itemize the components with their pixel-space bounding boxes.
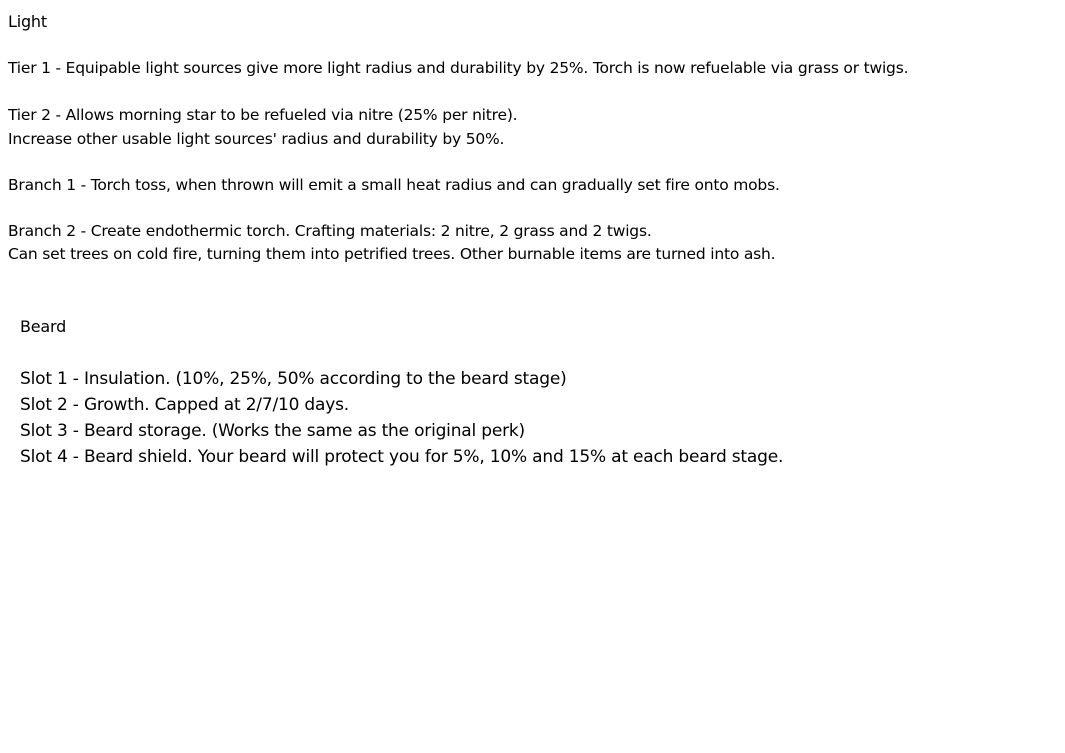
light-tier-1: Tier 1 - Equipable light sources give more light radius and durability by 25%. Torch is now refuelable via grass or twigs. (8, 59, 909, 77)
beard-slot-2: Slot 2 - Growth. Capped at 2/7/10 days. (20, 395, 349, 415)
light-tier-2-line-2: Increase other usable light sources' radius and durability by 50%. (8, 130, 505, 148)
light-heading: Light (8, 12, 47, 31)
light-branch-1: Branch 1 - Torch toss, when thrown will emit a small heat radius and can gradually set fire onto mobs. (8, 176, 780, 194)
beard-slot-1: Slot 1 - Insulation. (10%, 25%, 50% according to the beard stage) (20, 369, 567, 389)
light-branch-2-line-1: Branch 2 - Create endothermic torch. Crafting materials: 2 nitre, 2 grass and 2 twigs. (8, 222, 652, 240)
light-branch-2-line-2: Can set trees on cold fire, turning them into petrified trees. Other burnable items are turned into ash. (8, 245, 776, 263)
beard-slot-4: Slot 4 - Beard shield. Your beard will protect you for 5%, 10% and 15% at each beard stage. (20, 447, 784, 467)
beard-slot-3: Slot 3 - Beard storage. (Works the same as the original perk) (20, 421, 525, 441)
beard-heading: Beard (20, 317, 67, 336)
light-tier-2-line-1: Tier 2 - Allows morning star to be refueled via nitre (25% per nitre). (8, 106, 518, 124)
